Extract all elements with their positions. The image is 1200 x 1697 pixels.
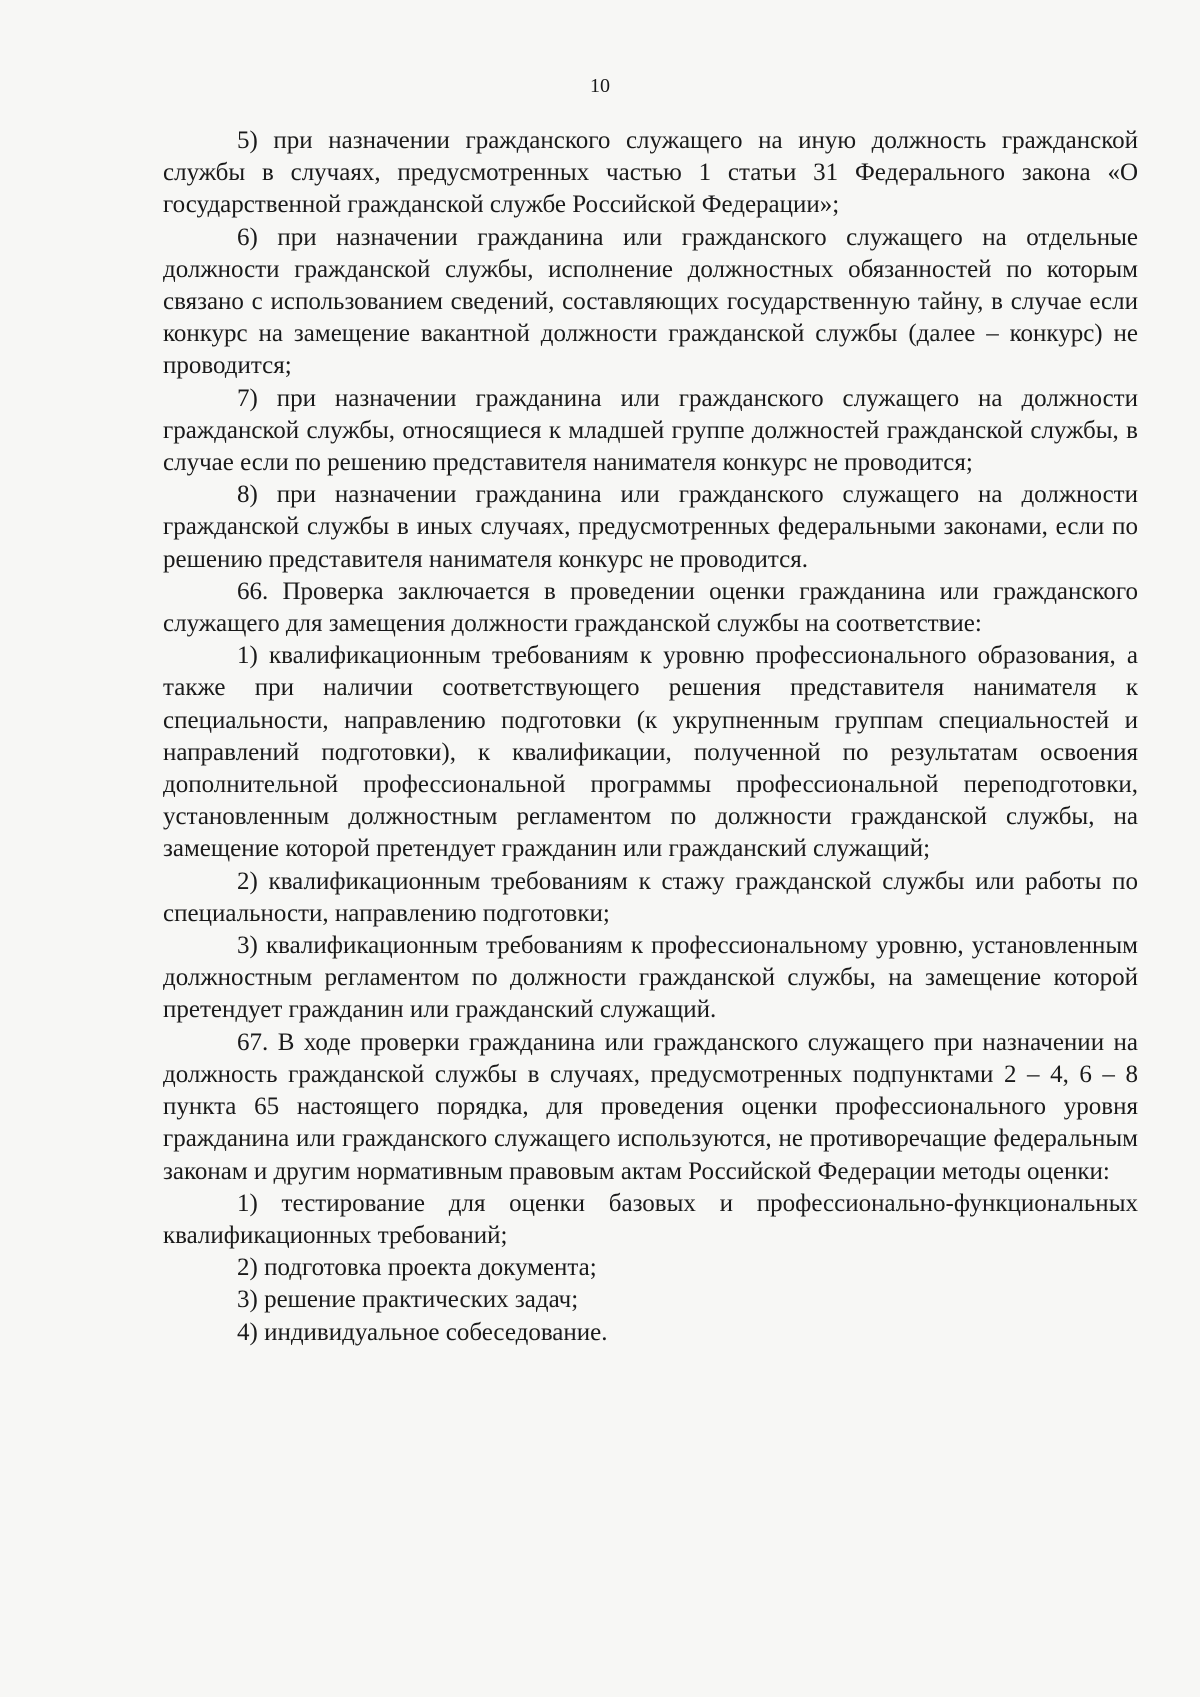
- paragraph-item-7: 7) при назначении гражданина или гражданского служащего на должности гражданской службы, относящиеся к младшей группе должностей гражданской службы, в случае если по решению представителя нанимателя конкурс не проводится;: [163, 384, 1138, 477]
- paragraph-67-item-2: 2) подготовка проекта документа;: [237, 1254, 597, 1282]
- paragraph-66-item-3: 3) квалификационным требованиям к профессиональному уровню, установленным должностным регламентом по должности гражданской службы, на замещение которой претендует гражданин или гражданский служащий.: [163, 932, 1138, 1024]
- paragraph-66-item-1: 1) квалификационным требованиям к уровню профессионального образования, а также при наличии соответствующего решения представителя нанимателя к специальности, направлению подготовки (к укрупненным группам специальностей и направлений подготовки), к квалификации, полученной по результатам освоения дополнительной профессиональной программы профессиональной переподготовки, установленным должностным регламентом по должности гражданской службы, на замещение которой претендует гражданин или гражданский служащий;: [163, 642, 1138, 863]
- paragraph-67-item-1: 1) тестирование для оценки базовых и профессионально-функциональных квалификационных требований;: [163, 1189, 1138, 1249]
- paragraph-clause-66: 66. Проверка заключается в проведении оценки гражданина или гражданского служащего для замещения должности гражданской службы на соответствие:: [163, 577, 1138, 638]
- paragraph-item-6: 6) при назначении гражданина или гражданского служащего на отдельные должности гражданской службы, исполнение должностных обязанностей по которым связано с использованием сведений, составляющих государственную тайну, в случае если конкурс на замещение вакантной должности гражданской службы (далее – конкурс) не проводится;: [163, 223, 1138, 380]
- paragraph-item-5: 5) при назначении гражданского служащего на иную должность гражданской службы в случаях, предусмотренных частью 1 статьи 31 Федерального закона «О государственной гражданской службе Российской Федерации»;: [163, 127, 1138, 219]
- document-body: [163, 125, 1138, 1349]
- paragraph-66-item-2: 2) квалификационным требованиям к стажу гражданской службы или работы по специальности, направлению подготовки;: [163, 867, 1138, 927]
- paragraph-67-item-4: 4) индивидуальное собеседование.: [237, 1318, 608, 1346]
- paragraph-67-item-3: 3) решение практических задач;: [237, 1286, 579, 1314]
- paragraph-clause-67: 67. В ходе проверки гражданина или гражданского служащего при назначении на должность гражданской службы в случаях, предусмотренных подпунктами 2 – 4, 6 – 8 пункта 65 настоящего порядка, для проведения оценки профессионального уровня гражданина или гражданского служащего используются, не противоречащие федеральным законам и другим нормативным правовым актам Российской Федерации методы оценки:: [163, 1028, 1138, 1185]
- paragraph-item-8: 8) при назначении гражданина или гражданского служащего на должности гражданской службы в иных случаях, предусмотренных федеральными законами, если по решению представителя нанимателя конкурс не проводится.: [163, 481, 1138, 573]
- page-number: 10: [590, 75, 610, 97]
